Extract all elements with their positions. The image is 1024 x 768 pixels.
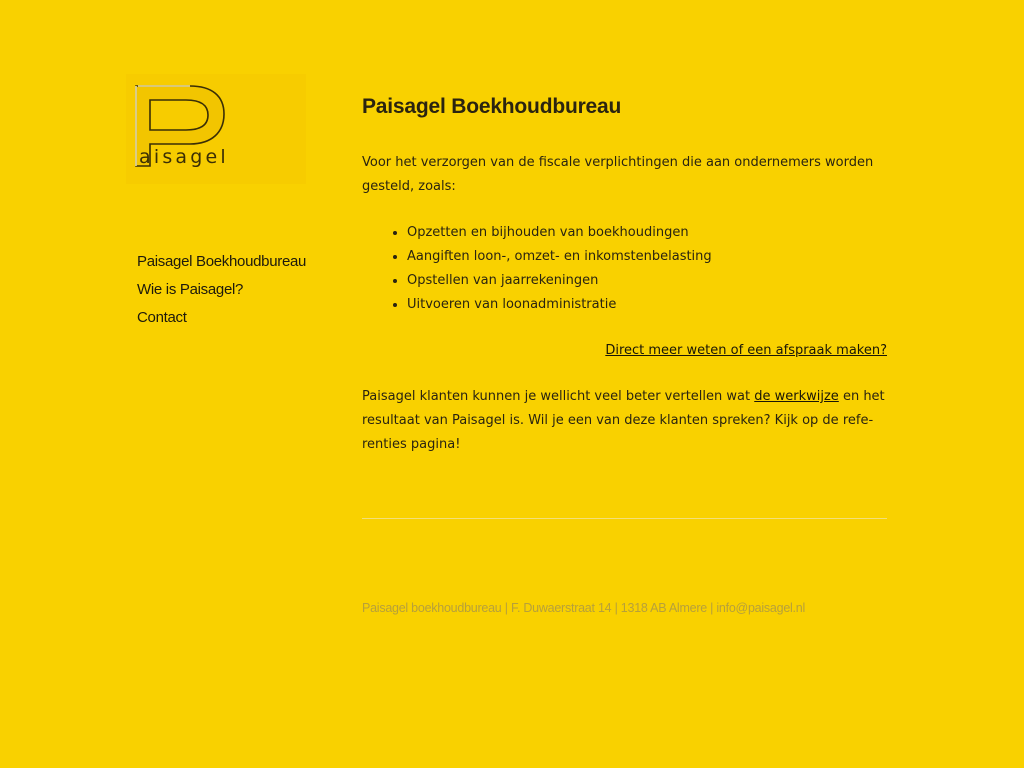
intro-text: Voor het verzorgen van de fiscale verplichtingen die aan ondernemers worden gesteld, zoals: bbox=[362, 155, 874, 194]
nav-item-about[interactable]: Wie is Paisagel? bbox=[137, 281, 244, 298]
footer: Paisagel boekhoudbureau | F. Duwaerstraat 14 | 1318 AB Almere | info@paisagel.nl bbox=[362, 601, 805, 615]
list-item: • Aangiften loon-, omzet- en inkomstenbelasting bbox=[407, 245, 887, 269]
werkwijze-link[interactable]: de werkwijze bbox=[754, 389, 839, 404]
cta-row bbox=[362, 339, 887, 363]
outro-text-end: en het resultaat van Paisagel is. Wil je een van deze klanten spreken? Kijk op de referenties pagina! bbox=[362, 389, 885, 452]
cta-link[interactable]: Direct meer weten of een afspraak maken? bbox=[605, 343, 887, 358]
services-list bbox=[362, 221, 887, 317]
main-content bbox=[362, 94, 887, 457]
page-title: Paisagel Boekhoudbureau bbox=[362, 95, 622, 118]
outro-text bbox=[362, 385, 887, 457]
logo-text: aisagel bbox=[139, 146, 229, 168]
list-item: • Opzetten en bijhouden van boekhoudingen bbox=[407, 221, 887, 245]
nav-item-contact[interactable]: Contact bbox=[137, 309, 187, 326]
main-nav bbox=[137, 248, 306, 332]
list-item: • Opstellen van jaarrekeningen bbox=[407, 269, 887, 293]
outro-text-start: Paisagel klanten kunnen je wellicht veel beter vertellen wat bbox=[362, 389, 755, 404]
list-item: • Uitvoeren van loonadministratie bbox=[407, 293, 887, 317]
logo[interactable] bbox=[126, 74, 306, 184]
nav-item-home[interactable]: Paisagel Boekhoudbureau bbox=[137, 253, 307, 270]
content-divider bbox=[362, 518, 887, 519]
